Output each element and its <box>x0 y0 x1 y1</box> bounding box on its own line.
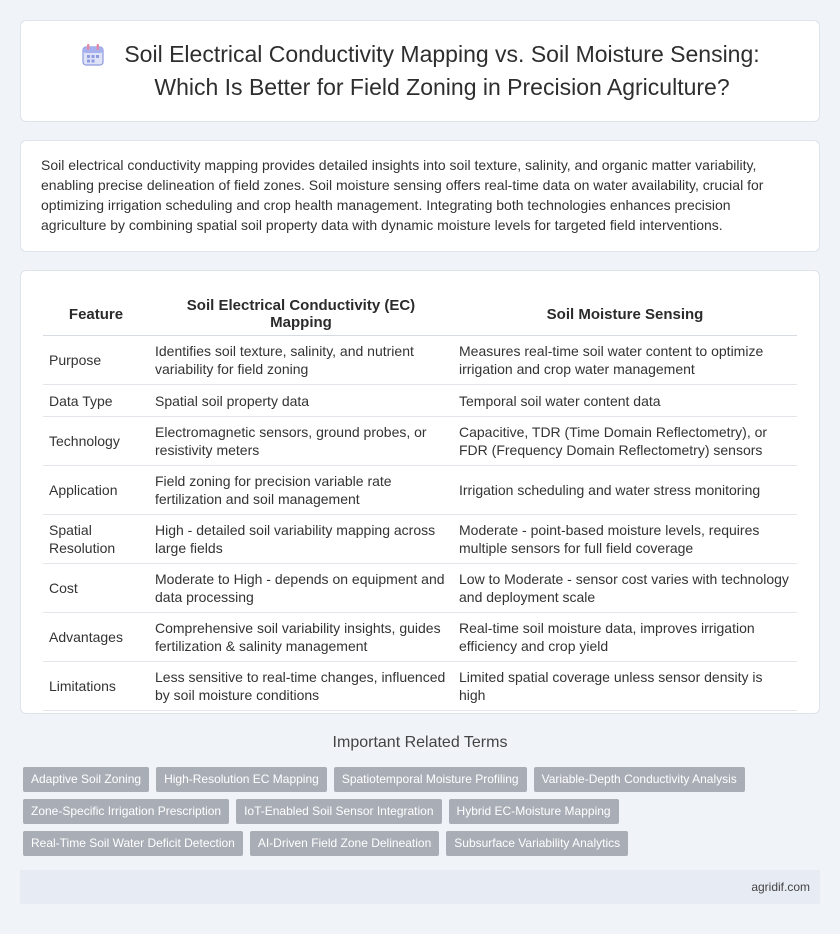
tag-row <box>23 831 823 856</box>
intro-card <box>20 140 820 252</box>
tag-row <box>23 767 823 792</box>
table-row <box>43 515 797 564</box>
tag-variable-depth-conductivity-analysis[interactable]: Variable-Depth Conductivity Analysis <box>534 767 745 792</box>
feature-cell: Advantages <box>43 613 149 662</box>
header-feature: Feature <box>43 293 149 336</box>
comparison-card <box>20 270 820 714</box>
ec-cell: Electromagnetic sensors, ground probes, or resistivity meters <box>149 417 453 466</box>
table-row <box>43 466 797 515</box>
table-row <box>43 662 797 711</box>
page-title-line-1: Soil Electrical Conductivity Mapping vs. Soil Moisture Sensing: <box>124 41 760 67</box>
ec-cell: Moderate to High - depends on equipment and data processing <box>149 564 453 613</box>
comparison-table <box>43 293 797 711</box>
tag-hybrid-ec-moisture-mapping[interactable]: Hybrid EC-Moisture Mapping <box>449 799 619 824</box>
intro-text: Soil electrical conductivity mapping provides detailed insights into soil texture, salinity, and organic matter variability, enabling precise delineation of field zones. Soil moisture sensing offers real-time data on water availability, crucial for optimizing irrigation scheduling and crop health management. Integrating both technologies enhances precision agriculture by combining spatial soil property data with dynamic moisture levels for targeted field interventions. <box>41 157 764 233</box>
table-row <box>43 385 797 417</box>
feature-cell: Application <box>43 466 149 515</box>
header-moisture-sensing: Soil Moisture Sensing <box>453 293 797 336</box>
header-ec-mapping: Soil Electrical Conductivity (EC) Mapping <box>149 293 453 336</box>
moisture-cell: Low to Moderate - sensor cost varies with technology and deployment scale <box>453 564 797 613</box>
page-title-line-2: Which Is Better for Field Zoning in Precision Agriculture? <box>154 74 730 100</box>
ec-cell: Less sensitive to real-time changes, influenced by soil moisture conditions <box>149 662 453 711</box>
ec-cell: Spatial soil property data <box>149 385 453 417</box>
feature-cell: Cost <box>43 564 149 613</box>
table-row <box>43 336 797 385</box>
tag-zone-specific-irrigation-prescription[interactable]: Zone-Specific Irrigation Prescription <box>23 799 229 824</box>
ec-cell: High - detailed soil variability mapping across large fields <box>149 515 453 564</box>
feature-cell: Data Type <box>43 385 149 417</box>
tag-subsurface-variability-analytics[interactable]: Subsurface Variability Analytics <box>446 831 628 856</box>
tag-high-resolution-ec-mapping[interactable]: High-Resolution EC Mapping <box>156 767 327 792</box>
ec-cell: Field zoning for precision variable rate fertilization and soil management <box>149 466 453 515</box>
footer-site-link[interactable]: agridif.com <box>751 880 810 894</box>
table-header-row <box>43 293 797 336</box>
moisture-cell: Capacitive, TDR (Time Domain Reflectometry), or FDR (Frequency Domain Reflectometry) sensors <box>453 417 797 466</box>
moisture-cell: Measures real-time soil water content to optimize irrigation and crop water management <box>453 336 797 385</box>
tag-row <box>23 799 823 824</box>
feature-cell: Limitations <box>43 662 149 711</box>
calendar-icon <box>80 42 106 68</box>
moisture-cell: Irrigation scheduling and water stress monitoring <box>453 466 797 515</box>
ec-cell: Identifies soil texture, salinity, and nutrient variability for field zoning <box>149 336 453 385</box>
ec-cell: Comprehensive soil variability insights, guides fertilization & salinity management <box>149 613 453 662</box>
tag-iot-enabled-soil-sensor-integration[interactable]: IoT-Enabled Soil Sensor Integration <box>236 799 441 824</box>
footer <box>20 870 820 904</box>
table-row <box>43 417 797 466</box>
related-terms-tags <box>23 767 823 863</box>
moisture-cell: Real-time soil moisture data, improves irrigation efficiency and crop yield <box>453 613 797 662</box>
table-row <box>43 564 797 613</box>
page-title <box>124 38 759 104</box>
tag-ai-driven-field-zone-delineation[interactable]: AI-Driven Field Zone Delineation <box>250 831 439 856</box>
related-terms-title: Important Related Terms <box>332 734 508 751</box>
feature-cell: Technology <box>43 417 149 466</box>
moisture-cell: Limited spatial coverage unless sensor density is high <box>453 662 797 711</box>
tag-spatiotemporal-moisture-profiling[interactable]: Spatiotemporal Moisture Profiling <box>334 767 527 792</box>
title-card <box>20 20 820 122</box>
feature-cell: Spatial Resolution <box>43 515 149 564</box>
tag-adaptive-soil-zoning[interactable]: Adaptive Soil Zoning <box>23 767 149 792</box>
moisture-cell: Moderate - point-based moisture levels, requires multiple sensors for full field coverage <box>453 515 797 564</box>
feature-cell: Purpose <box>43 336 149 385</box>
table-row <box>43 613 797 662</box>
tag-real-time-soil-water-deficit-detection[interactable]: Real-Time Soil Water Deficit Detection <box>23 831 243 856</box>
moisture-cell: Temporal soil water content data <box>453 385 797 417</box>
